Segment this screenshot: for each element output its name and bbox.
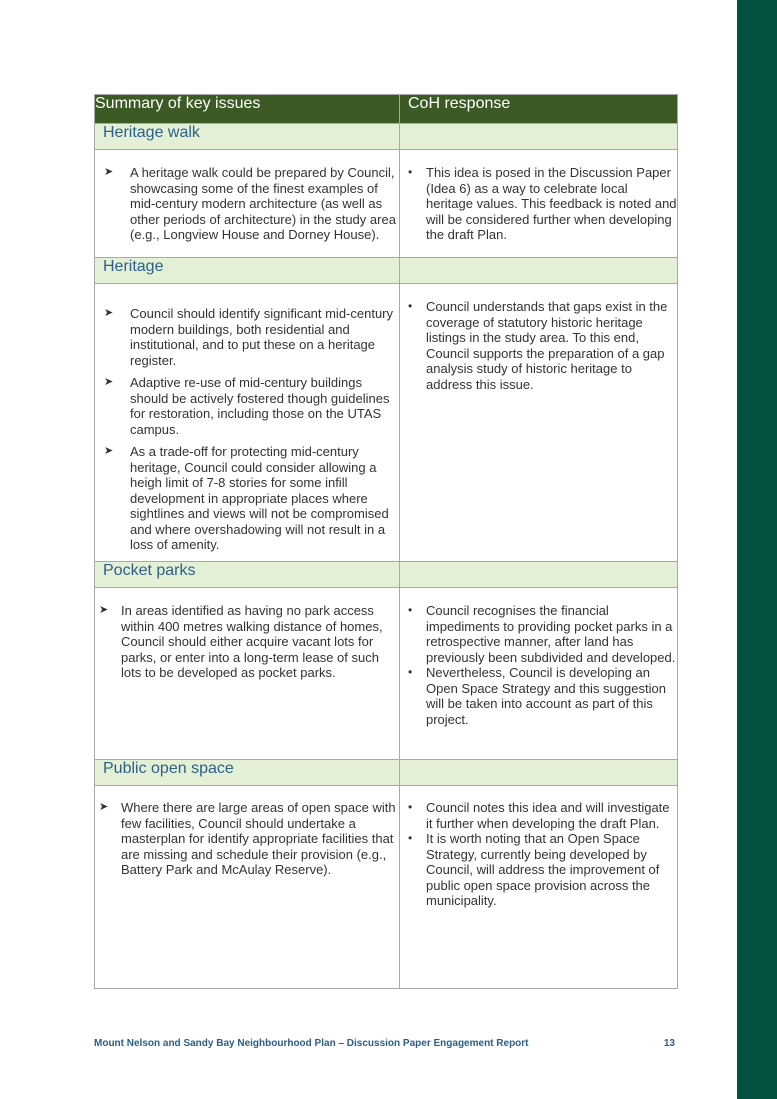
section-title: Heritage [95,258,400,284]
dot-bullet-icon: • [408,665,413,679]
issues-cell [95,284,400,562]
section-title: Pocket parks [95,562,400,588]
list-item: • It is worth noting that an Open Space Strategy, currently being developed by Council, will address the improvement of public open space provision across the municipality. [408,831,660,908]
arrowhead-bullet-icon: ➤ [99,604,109,616]
arrowhead-bullet-icon: ➤ [104,307,114,319]
column-header-response: CoH response [400,95,678,124]
section-row [95,760,678,786]
response-cell [400,150,678,258]
list-item: • This idea is posed in the Discussion Paper (Idea 6) as a way to celebrate local heritage values. This feedback is noted and will be considered further when developing the draft Plan. [408,165,677,242]
arrowhead-bullet-icon: ➤ [99,801,109,813]
list-item: • Council recognises the financial impediments to providing pocket parks in a retrospective manner, after land has previously been subdivided and developed. [408,603,676,665]
response-cell [400,284,678,562]
dot-bullet-icon: • [408,831,413,845]
arrowhead-bullet-icon: ➤ [104,445,114,457]
response-cell [400,588,678,760]
list-item: • Council notes this idea and will investigate it further when developing the draft Plan. [408,800,670,831]
section-title: Heritage walk [95,124,400,150]
issues-cell [95,588,400,760]
column-header-issues: Summary of key issues [95,95,400,124]
section-row [95,124,678,150]
list-item: ➤ Where there are large areas of open space with few facilities, Council should undertake a masterplan for identify appropriate facilities that are missing and schedule their provision (e.g., Battery Park and McAulay Reserve). [99,800,396,877]
section-row [95,258,678,284]
arrowhead-bullet-icon: ➤ [104,376,114,388]
section-title: Public open space [95,760,400,786]
footer-title: Mount Nelson and Sandy Bay Neighbourhood Plan – Discussion Paper Engagement Report [94,1038,529,1049]
side-color-band [737,0,777,1099]
dot-bullet-icon: • [408,800,413,814]
list-item: ➤ As a trade-off for protecting mid-century heritage, Council could consider allowing a heigh limit of 7-8 stories for some infill development in appropriate places where sightlines and views will not be compromised and where overshadowing will not result in a loss of amenity. [104,444,389,552]
table-row [95,588,678,760]
issues-cell [95,786,400,989]
list-item: ➤ Council should identify significant mid-century modern buildings, both residential and institutional, and to put these on a heritage register. [104,306,394,368]
list-item: • Council understands that gaps exist in the coverage of statutory historic heritage listings in the study area. To this end, Council supports the preparation of a gap analysis study of historic heritage to address this issue. [408,299,668,392]
arrowhead-bullet-icon: ➤ [104,166,114,178]
dot-bullet-icon: • [408,603,413,617]
section-row [95,562,678,588]
table-header-row [95,95,678,124]
list-item: ➤ A heritage walk could be prepared by Council, showcasing some of the finest examples of mid-century modern architecture (as well as other periods of architecture) in the study area (e.g., Longview House and Dorney House). [104,165,396,242]
page-number: 13 [663,1038,675,1049]
issues-cell [95,150,400,258]
list-item: ➤ Adaptive re-use of mid-century buildings should be actively fostered though guidelines for restoration, including those on the UTAS campus. [104,375,390,437]
page-footer [94,1038,681,1049]
list-item: ➤ In areas identified as having no park access within 400 metres walking distance of homes, Council should either acquire vacant lots for parks, or enter into a long-term lease of such lots to be developed as pocket parks. [99,603,383,680]
table-row [95,150,678,258]
issues-table [94,94,678,989]
list-item: • Nevertheless, Council is developing an Open Space Strategy and this suggestion will be taken into account as part of this project. [408,665,666,727]
table-row [95,786,678,989]
response-cell [400,786,678,989]
dot-bullet-icon: • [408,165,413,179]
dot-bullet-icon: • [408,299,413,313]
table-row [95,284,678,562]
